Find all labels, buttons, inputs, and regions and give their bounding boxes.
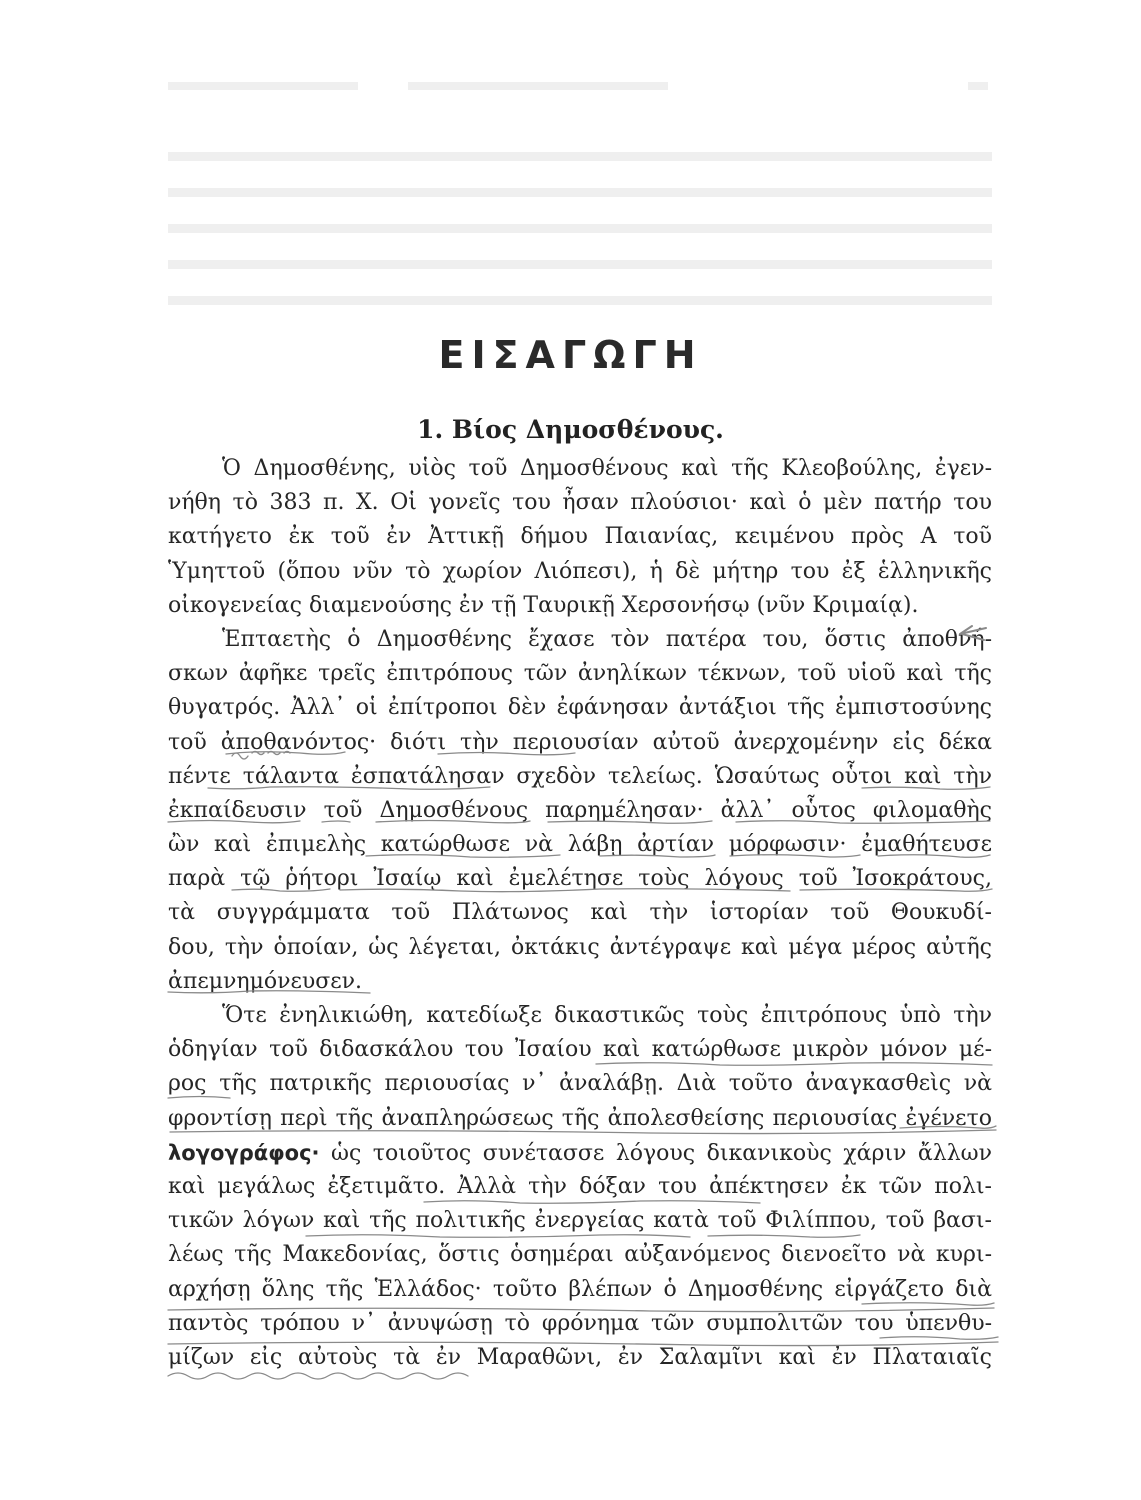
text-line: ὢν καὶ ἐπιμελὴς κατώρθωσε νὰ λάβῃ ἀρτίαν μόρφωσιν· ἐμαθήτευσε (168, 832, 992, 858)
show-through-texture (168, 82, 992, 342)
text-line: Ἑπταετὴς ὁ Δημοσθένης ἔχασε τὸν πατέρα του, ὅστις ἀποθνή- (222, 626, 992, 652)
text-line: φροντίσῃ περὶ τῆς ἀναπληρώσεως τῆς ἀπολεσθείσης περιουσίας ἐγένετο (168, 1105, 992, 1131)
text-line: ὁδηγίαν τοῦ διδασκάλου του Ἰσαίου καὶ κατώρθωσε μικρὸν μόνον μέ- (168, 1037, 992, 1063)
paragraph-3 (168, 999, 992, 1375)
text-line: αρχήσῃ ὅλης τῆς Ἑλλάδος· τοῦτο βλέπων ὁ Δημοσθένης εἰργάζετο διὰ (168, 1276, 992, 1302)
text-line: Ὑμηττοῦ (ὅπου νῦν τὸ χωρίον Λιόπεσι), ἡ δὲ μήτηρ του ἐξ ἑλληνικῆς (168, 558, 992, 584)
text-line-with-term (168, 1136, 992, 1170)
page-title: ΕΙΣΑΓΩΓΗ (438, 333, 703, 378)
text-line: οἰκογενείας διαμενούσης ἐν τῇ Ταυρικῇ Χερσονήσῳ (νῦν Κριμαίᾳ). (168, 592, 919, 618)
text-line: μίζων εἰς αὐτοὺς τὰ ἐν Μαραθῶνι, ἐν Σαλαμῖνι καὶ ἐν Πλαταιαῖς (168, 1344, 992, 1370)
text-line: θυγατρός. Ἀλλ᾽ οἱ ἐπίτροποι δὲν ἐφάνησαν ἀντάξιοι τῆς ἐμπιστοσύνης (168, 695, 992, 721)
text-line: σκων ἀφῆκε τρεῖς ἐπιτρόπους τῶν ἀνηλίκων τέκνων, τοῦ υἱοῦ καὶ τῆς (168, 661, 992, 687)
text-line: νήθη τὸ 383 π. Χ. Οἱ γονεῖς του ἦσαν πλούσιοι· καὶ ὁ μὲν πατήρ του (168, 490, 992, 516)
paragraph-2 (168, 623, 992, 999)
term-line-rest: ὡς τοιοῦτος συνέτασσε λόγους δικανικοὺς χάριν ἄλλων (331, 1140, 992, 1166)
text-line: δου, τὴν ὁποίαν, ὡς λέγεται, ὀκτάκις ἀντέγραψε καὶ μέγα μέρος αὐτῆς (168, 934, 992, 960)
text-line: παντὸς τρόπου ν᾽ ἀνυψώσῃ τὸ φρόνημα τῶν συμπολιτῶν του ὑπενθυ- (168, 1310, 992, 1336)
text-line: παρὰ τῷ ῥήτορι Ἰσαίῳ καὶ ἐμελέτησε τοὺς λόγους τοῦ Ἰσοκράτους, (168, 866, 992, 892)
text-line: κατήγετο ἐκ τοῦ ἐν Ἀττικῇ δήμου Παιανίας, κειμένου πρὸς Α τοῦ (168, 524, 992, 550)
text-line: ἐκπαίδευσιν τοῦ Δημοσθένους παρημέλησαν· ἀλλ᾽ οὗτος φιλομαθὴς (168, 797, 992, 823)
section-heading: 1. Βίος Δημοσθένους. (417, 414, 724, 444)
text-line: ρος τῆς πατρικῆς περιουσίας ν᾽ ἀναλάβῃ. Διὰ τοῦτο ἀναγκασθεὶς νὰ (168, 1071, 992, 1097)
text-line: Ὅτε ἐνηλικιώθη, κατεδίωξε δικαστικῶς τοὺς ἐπιτρόπους ὑπὸ τὴν (222, 1003, 992, 1028)
text-line: τικῶν λόγων καὶ τῆς πολιτικῆς ἐνεργείας κατὰ τοῦ Φιλίππου, τοῦ βασι- (168, 1208, 992, 1234)
text-line: ἀπεμνημόνευσεν. (168, 968, 363, 994)
text-line: πέντε τάλαντα ἐσπατάλησαν σχεδὸν τελείως. Ὡσαύτως οὗτοι καὶ τὴν (168, 763, 992, 789)
text-line: τοῦ ἀποθανόντος· διότι τὴν περιουσίαν αὐτοῦ ἀνερχομένην εἰς δέκα (168, 729, 992, 755)
paragraph-1 (168, 452, 992, 623)
show-through-lines (168, 82, 992, 332)
text-line: Ὁ Δημοσθένης, υἱὸς τοῦ Δημοσθένους καὶ τῆς Κλεοβούλης, ἐγεν- (222, 456, 992, 481)
text-line: τὰ συγγράμματα τοῦ Πλάτωνος καὶ τὴν ἱστορίαν τοῦ Θουκυδί- (168, 900, 992, 926)
bold-term-logografos: λογογράφος· (168, 1140, 320, 1165)
text-line: λέως τῆς Μακεδονίας, ὅστις ὁσημέραι αὐξανόμενος διενοεῖτο νὰ κυρι- (168, 1242, 992, 1268)
body-text (168, 452, 992, 1375)
text-line: καὶ μεγάλως ἐξετιμᾶτο. Ἀλλὰ τὴν δόξαν του ἀπέκτησεν ἐκ τῶν πολι- (168, 1173, 992, 1199)
